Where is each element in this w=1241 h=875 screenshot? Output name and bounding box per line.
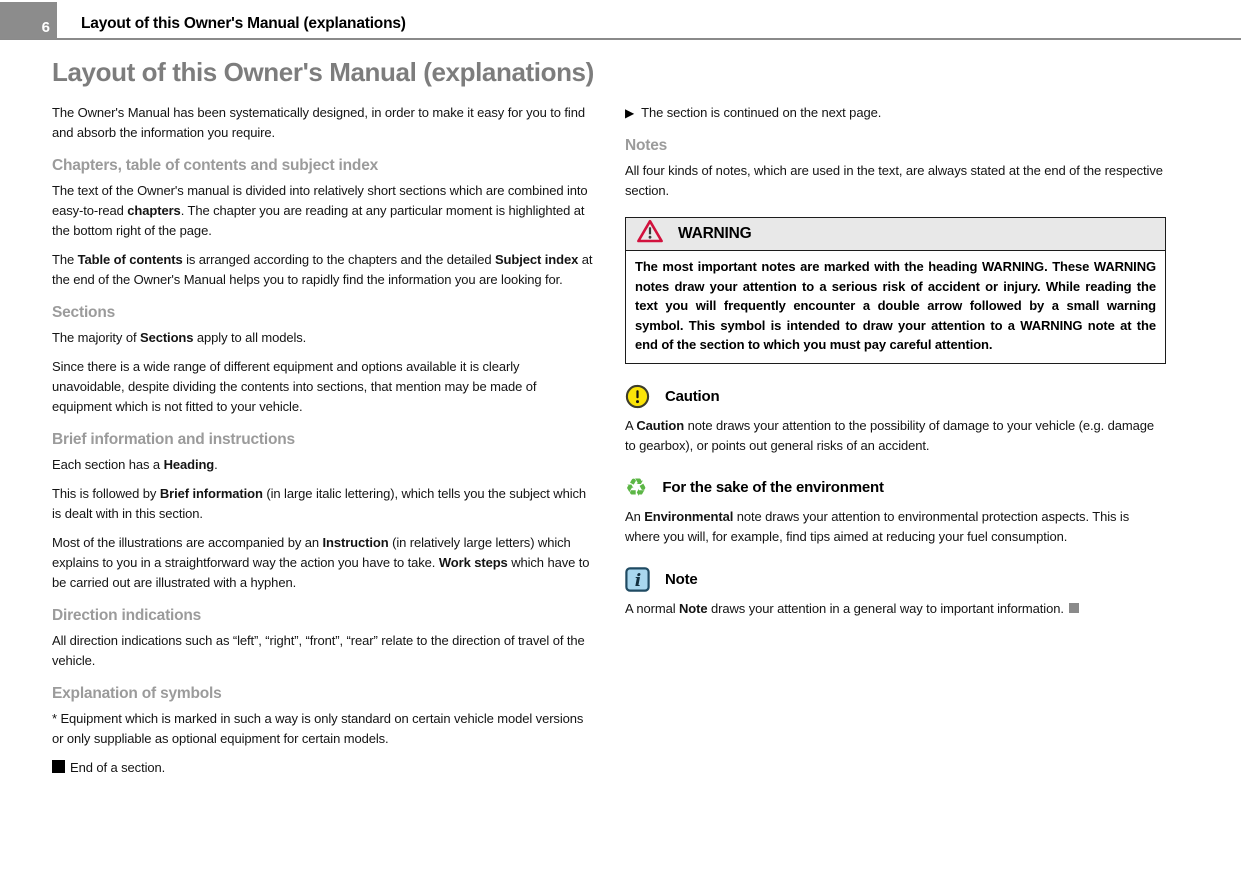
warning-body: The most important notes are marked with the heading WARNING. These WARNING notes draw your attention to a serious risk of accident or injury. While reading the text you will frequently encounter a double arrow followed by a small warning symbol. This symbol is intended to draw your attention to a WARNING note at the end of the section to which you must pay careful attention.	[635, 259, 1156, 352]
section-heading-direction: Direction indications	[52, 607, 202, 624]
paragraph: Most of the illustrations are accompanied by an Instruction (in relatively large letters) which explains to you in a straightforward way the action you have to take. Work steps which have to be carried out are illustrated with a hyphen.	[52, 535, 590, 590]
paragraph: The text of the Owner's manual is divided into relatively short sections which are combined into easy-to-read chapters. The chapter you are reading at any particular moment is highlighted at the bottom right of the page.	[52, 183, 588, 238]
note-text: A normal Note draws your attention in a general way to important information.	[625, 600, 1064, 616]
warning-box	[625, 217, 1166, 364]
content-area	[0, 103, 1241, 787]
page-title: Layout of this Owner's Manual (explanations)	[52, 57, 594, 87]
caution-heading-row	[625, 384, 1166, 409]
environment-label: For the sake of the environment	[662, 479, 884, 496]
paragraph-intro: The Owner's Manual has been systematically designed, in order to make it easy for you to find and absorb the information you require.	[52, 105, 585, 140]
paragraph: An Environmental note draws your attention to environmental protection aspects. This is where you will, for example, find tips aimed at reducing your fuel consumption.	[625, 508, 1130, 544]
right-column	[625, 103, 1166, 787]
note-heading-row	[625, 567, 1166, 592]
running-header	[0, 0, 1241, 40]
paragraph: All four kinds of notes, which are used in the text, are always stated at the end of the respective section.	[625, 163, 1163, 198]
continued-arrow-icon: ▶	[625, 106, 635, 120]
section-heading-chapters: Chapters, table of contents and subject index	[52, 157, 379, 174]
end-of-section-square-icon	[52, 760, 65, 773]
end-of-section-line	[52, 758, 593, 778]
paragraph: All direction indications such as “left”, “right”, “front”, “rear” relate to the direction of travel of the vehicle.	[52, 633, 585, 668]
section-heading-sections: Sections	[52, 304, 116, 321]
paragraph: This is followed by Brief information (in large italic lettering), which tells you the subject which is dealt with in this section.	[52, 486, 587, 521]
paragraph: Since there is a wide range of different equipment and options available it is clearly unavoidable, despite dividing the contents into sections, that mention may be made of equipment which is not fitted to your vehicle.	[52, 359, 537, 414]
page-number-box	[0, 2, 57, 39]
note-paragraph	[625, 599, 1166, 619]
paragraph: A Caution note draws your attention to the possibility of damage to your vehicle (e.g. damage to gearbox), or points out general risks of an accident.	[625, 417, 1155, 453]
section-heading-symbols: Explanation of symbols	[52, 685, 222, 702]
section-heading-brief-info: Brief information and instructions	[52, 431, 295, 448]
warning-box-header	[626, 218, 1165, 251]
page-number: 6	[41, 19, 50, 36]
environment-recycle-icon: ♻	[625, 472, 648, 502]
environment-heading-row	[625, 472, 1166, 502]
note-info-icon	[625, 567, 650, 592]
svg-text:i: i	[634, 570, 642, 591]
continued-text: The section is continued on the next page.	[641, 105, 882, 120]
paragraph: The majority of Sections apply to all models.	[52, 330, 307, 345]
caution-label: Caution	[665, 387, 720, 405]
paragraph: * Equipment which is marked in such a way is only standard on certain vehicle model versions or only suppliable as optional equipment for certain models.	[52, 711, 584, 746]
paragraph: Each section has a Heading.	[52, 457, 218, 472]
paragraph: The Table of contents is arranged according to the chapters and the detailed Subject index at the end of the Owner's Manual helps you to rapidly find the information you are looking for.	[52, 252, 593, 287]
warning-label: WARNING	[678, 225, 752, 242]
section-heading-notes: Notes	[625, 137, 668, 154]
note-label: Note	[665, 570, 698, 588]
end-of-section-label: End of a section.	[70, 760, 166, 775]
continued-line	[625, 103, 1166, 123]
end-of-section-marker	[1069, 603, 1079, 613]
header-chapter-title: Layout of this Owner's Manual (explanations)	[81, 15, 406, 32]
caution-icon	[625, 384, 650, 409]
left-column	[52, 103, 593, 787]
warning-triangle-icon	[636, 219, 664, 249]
